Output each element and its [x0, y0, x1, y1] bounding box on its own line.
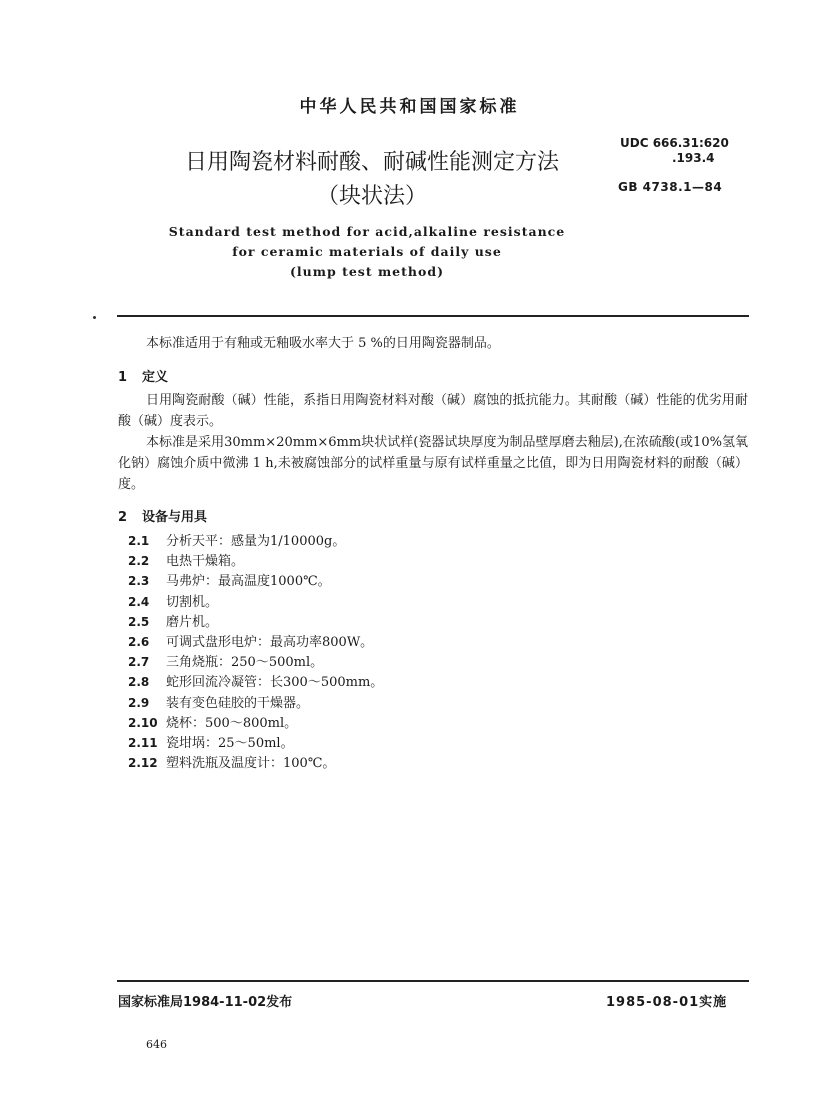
list-item: [128, 733, 383, 753]
document-title-en: [0, 222, 734, 282]
margin-mark: [93, 316, 96, 319]
item-number: 2.12: [128, 756, 158, 771]
item-number: 2.1: [128, 534, 150, 548]
title-en-line3: (lump test method): [290, 264, 444, 279]
scope-paragraph: 本标准适用于有釉或无釉吸水率大于 5 %的日用陶瓷器制品。: [146, 336, 500, 351]
list-item: [128, 531, 383, 551]
list-item: [128, 571, 383, 591]
section1-heading: [118, 366, 168, 385]
item-text: 蛇形回流冷凝管：长300～500mm。: [166, 675, 384, 691]
section2-title: 设备与用具: [142, 510, 208, 525]
udc-line1: UDC 666.31:620: [620, 136, 729, 150]
item-number: 2.4: [128, 594, 150, 609]
section1-para1: 日用陶瓷耐酸（碱）性能，系指日用陶瓷材料对酸（碱）腐蚀的抵抗能力。其耐酸（碱）性能的优劣用耐酸（碱）度表示。: [118, 393, 748, 429]
udc-line2: .193.4: [672, 151, 715, 165]
item-number: 2.10: [128, 715, 158, 730]
section1-para2: 本标准是采用30mm×20mm×6mm块状试样(瓷器试块厚度为制品壁厚磨去釉层),在浓硫酸(或10%氢氧化钠）腐蚀介质中微沸 1 h,未被腐蚀部分的试样重量与原有试样重量之比值，即为日用陶瓷材料的耐酸（碱）度。: [118, 435, 748, 492]
gb-code: GB 4738.1—84: [618, 180, 723, 194]
equipment-list: [128, 531, 383, 773]
list-item: [128, 592, 383, 612]
section1-title: 定义: [142, 370, 169, 385]
item-text: 三角烧瓶：250～500ml。: [166, 655, 324, 671]
list-item: [128, 652, 383, 672]
issue-date: 国家标准局1984-11-02发布: [118, 995, 293, 1010]
item-text: 马弗炉：最高温度1000℃。: [166, 574, 331, 590]
list-item: [128, 693, 383, 713]
list-item: [128, 672, 383, 692]
national-standard-heading: 中华人民共和国国家标准: [299, 97, 520, 117]
title-cn-line2: （块状法）: [316, 184, 427, 209]
item-text: 塑料洗瓶及温度计：100℃。: [166, 756, 336, 772]
item-number: 2.6: [128, 634, 150, 649]
section2-number: 2: [118, 510, 128, 525]
list-item: [128, 632, 383, 652]
udc-code: [620, 136, 729, 166]
list-item: [128, 713, 383, 733]
item-number: 2.9: [128, 695, 150, 710]
footer-rule: [117, 980, 749, 982]
item-number: 2.8: [128, 675, 150, 690]
title-en-line1: Standard test method for acid,alkaline resistance: [168, 224, 566, 239]
item-number: 2.5: [128, 614, 150, 629]
item-number: 2.11: [128, 735, 158, 750]
title-en-line2: for ceramic materials of daily use: [232, 244, 502, 259]
item-text: 烧杯：500～800ml。: [166, 715, 298, 731]
item-text: 切割机。: [166, 594, 219, 610]
item-number: 2.7: [128, 655, 150, 670]
header-rule: [117, 315, 749, 317]
list-item: [128, 753, 383, 773]
section2-heading: [118, 506, 207, 525]
section1-number: 1: [118, 370, 128, 385]
item-text: 电热干燥箱。: [166, 554, 245, 570]
item-text: 分析天平：感量为1/10000g。: [166, 534, 346, 549]
item-text: 可调式盘形电炉：最高功率800W。: [166, 634, 374, 650]
item-number: 2.3: [128, 574, 150, 589]
title-cn-line1: 日用陶瓷材料耐酸、耐碱性能测定方法: [184, 150, 559, 175]
item-text: 磨片机。: [166, 614, 219, 630]
list-item: [128, 551, 383, 571]
list-item: [128, 612, 383, 632]
page-number: 646: [146, 1038, 167, 1051]
item-text: 装有变色硅胶的干燥器。: [166, 695, 310, 711]
effective-date: 1985-08-01实施: [606, 995, 728, 1010]
item-text: 瓷坩埚：25～50ml。: [166, 735, 294, 751]
item-number: 2.2: [128, 554, 150, 569]
